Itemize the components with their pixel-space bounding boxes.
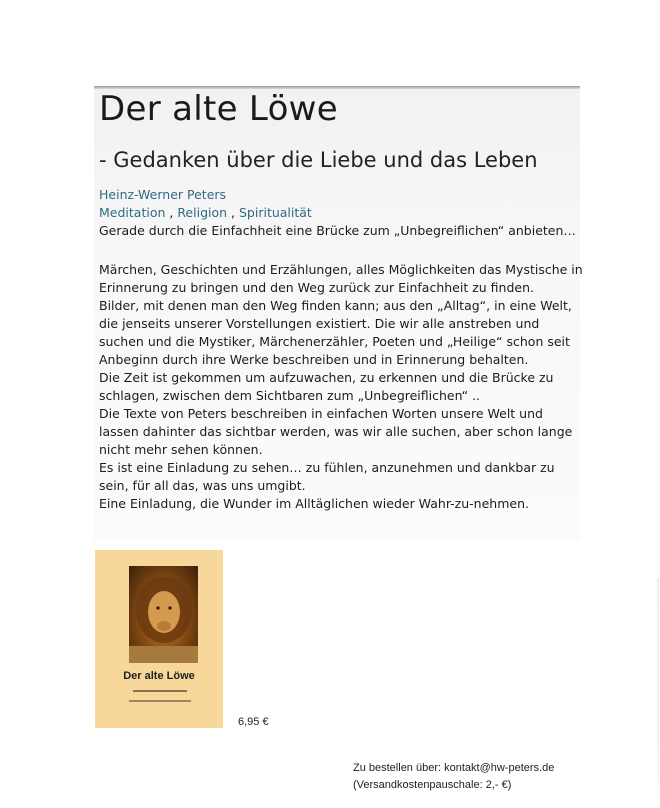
book-cover-image[interactable] [95, 550, 223, 728]
book-subtitle: - Gedanken über die Liebe und das Leben [99, 148, 538, 172]
tag-meditation[interactable]: Meditation [99, 205, 166, 220]
shipping-fee: (Versandkostenpauschale: 2,- €) [353, 779, 512, 791]
description-line: Bilder, mit denen man den Weg finden kann; aus den „Alltag“, in eine Welt, [99, 298, 572, 313]
order-info [353, 760, 554, 794]
order-contact: Zu bestellen über: kontakt@hw-peters.de [353, 762, 555, 774]
author-link[interactable]: Heinz-Werner Peters [99, 187, 227, 202]
book-panel [94, 86, 583, 541]
description-line: Die Zeit ist gekommen um aufzuwachen, zu erkennen und die Brücke zu [99, 370, 554, 385]
description-line: nicht mehr sehen können. [99, 442, 263, 457]
cover-title: Der alte Löwe [123, 670, 195, 682]
description-line: Märchen, Geschichten und Erzählungen, alles Möglichkeiten das Mystische in [99, 262, 583, 277]
tag-separator: , [227, 205, 239, 220]
lion-icon [129, 566, 198, 663]
book-intro: Gerade durch die Einfachheit eine Brücke zum „Unbegreiflichen“ anbieten… [99, 223, 576, 238]
tag-religion[interactable]: Religion [177, 205, 228, 220]
description-line: lassen dahinter das sichtbar werden, was wir alle suchen, aber schon lange [99, 424, 573, 439]
description-line: Anbeginn durch ihre Werke beschreiben und in Erinnerung behalten. [99, 352, 529, 367]
tag-spiritualitaet[interactable]: Spiritualität [238, 205, 312, 220]
description-line: Es ist eine Einladung zu sehen… zu fühlen, anzunehmen und dankbar zu [99, 460, 555, 475]
tag-separator: , [165, 205, 178, 220]
price-label: 6,95 € [238, 716, 269, 728]
cover-subtitle-line [133, 690, 187, 692]
page-edge-divider [657, 578, 659, 783]
book-description [99, 261, 583, 513]
description-line: sein, für all das, was uns umgibt. [99, 478, 306, 493]
category-tags [99, 205, 312, 220]
description-line: Die Texte von Peters beschreiben in einfachen Worten unsere Welt und [99, 406, 543, 421]
cover-subtitle-line [129, 700, 191, 702]
description-line: die jenseits unserer Vorstellungen existiert. Die wir alle anstreben und [99, 316, 540, 331]
description-line: Erinnerung zu bringen und den Weg zurück zur Einfachheit zu finden. [99, 280, 534, 295]
description-line: schlagen, zwischen dem Sichtbaren zum „Unbegreiflichen“ .. [99, 388, 481, 403]
book-title: Der alte Löwe [99, 89, 338, 129]
description-line: suchen und die Mystiker, Märchenerzähler, Poeten und „Heilige“ schon seit [99, 334, 570, 349]
description-line: Eine Einladung, die Wunder im Alltäglichen wieder Wahr-zu-nehmen. [99, 496, 529, 511]
lion-photo [129, 566, 198, 663]
